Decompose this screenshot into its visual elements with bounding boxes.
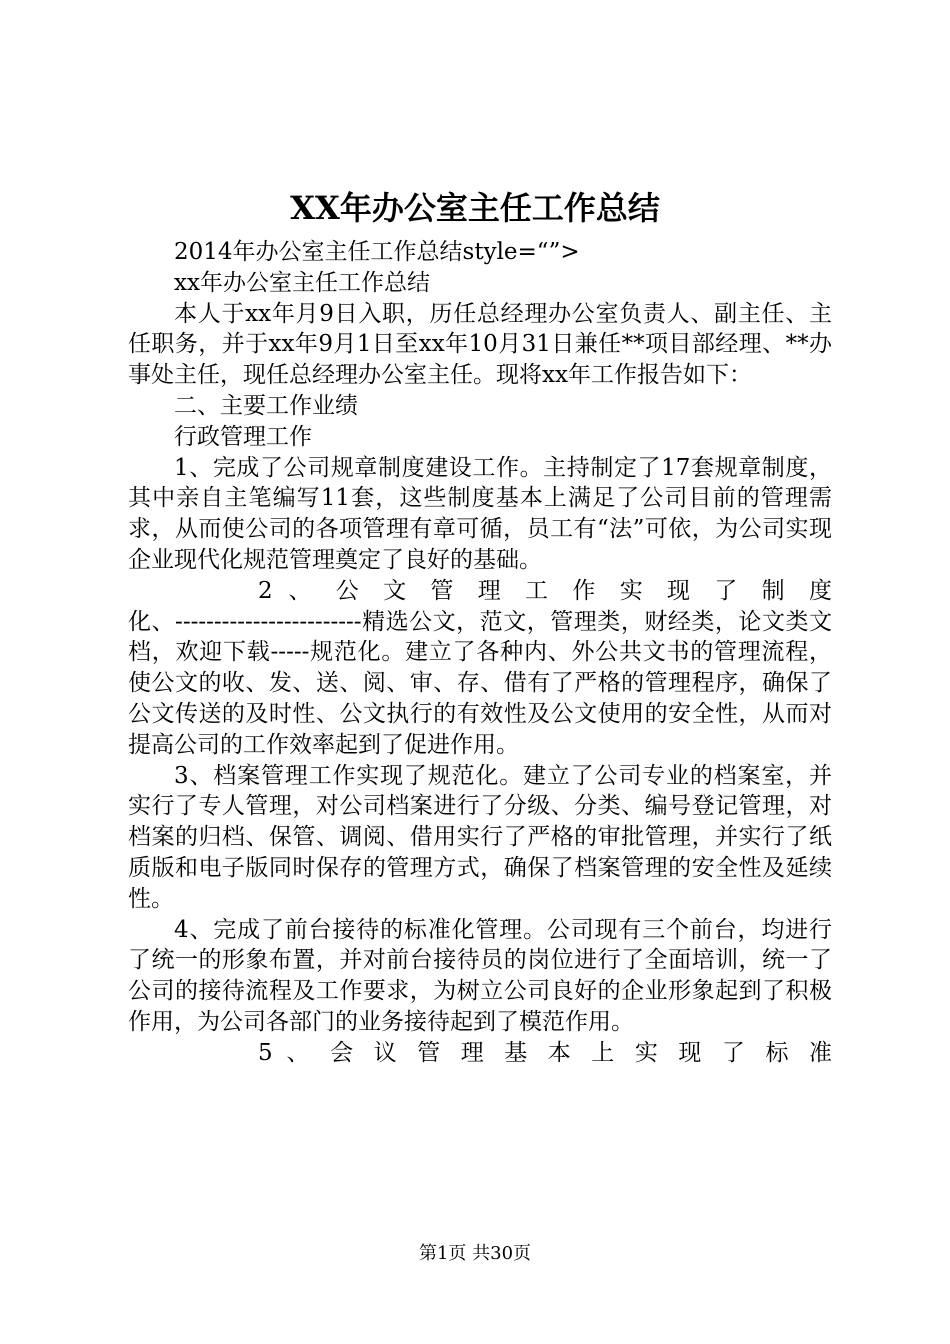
page-footer: 第1页 共30页 (418, 1243, 532, 1264)
document-title: XX年办公室主任工作总结 (290, 189, 660, 227)
paragraph-intro: 本人于xx年月9日入职，历任总经理办公室负责人、副主任、主任职务，并于xx年9月1日至xx年10月31日兼任**项目部经理、**办事处主任，现任总经理办公室主任。现将xx年工作报告如下： (128, 300, 832, 389)
paragraph-item-5-heading: 5 、 会 议 管 理 基 本 上 实 现 了 标 准 (258, 1039, 832, 1066)
document-body (128, 237, 832, 1069)
section-heading-admin-management: 行政管理工作 (174, 423, 312, 450)
paragraph-subtitle-line: 2014年办公室主任工作总结style=“”> (174, 239, 580, 265)
paragraph-heading: xx年办公室主任工作总结 (174, 269, 430, 296)
paragraph-item-2-heading: 2 、 公 文 管 理 工 作 实 现 了 制 度 (258, 577, 832, 604)
paragraph-item-3: 3、档案管理工作实现了规范化。建立了公司专业的档案室，并实行了专人管理，对公司档案进行了分级、分类、编号登记管理，对档案的归档、保管、调阅、借用实行了严格的审批管理，并实行了纸质版和电子版同时保存的管理方式，确保了档案管理的安全性及延续性。 (128, 762, 832, 912)
paragraph-item-1: 1、完成了公司规章制度建设工作。主持制定了17套规章制度，其中亲自主笔编写11套，这些制度基本上满足了公司目前的管理需求，从而使公司的各项管理有章可循，员工有“法”可依，为公司实现企业现代化规范管理奠定了良好的基础。 (128, 454, 832, 573)
paragraph-item-2-body: 化、------------------------精选公文，范文，管理类，财经类，论文类文档，欢迎下载-----规范化。建立了各种内、外公共文书的管理流程，使公文的收、发、送、阅、审、存、借有了严格的管理程序，确保了公文传送的及时性、公文执行的有效性及公文使用的安全性，从而对提高公司的工作效率起到了促进作用。 (128, 608, 832, 758)
section-heading-main-achievements: 二、主要工作业绩 (174, 392, 358, 419)
paragraph-item-4: 4、完成了前台接待的标准化管理。公司现有三个前台，均进行了统一的形象布置，并对前台接待员的岗位进行了全面培训，统一了公司的接待流程及工作要求，为树立公司良好的企业形象起到了积极作用，为公司各部门的业务接待起到了模范作用。 (128, 916, 832, 1035)
